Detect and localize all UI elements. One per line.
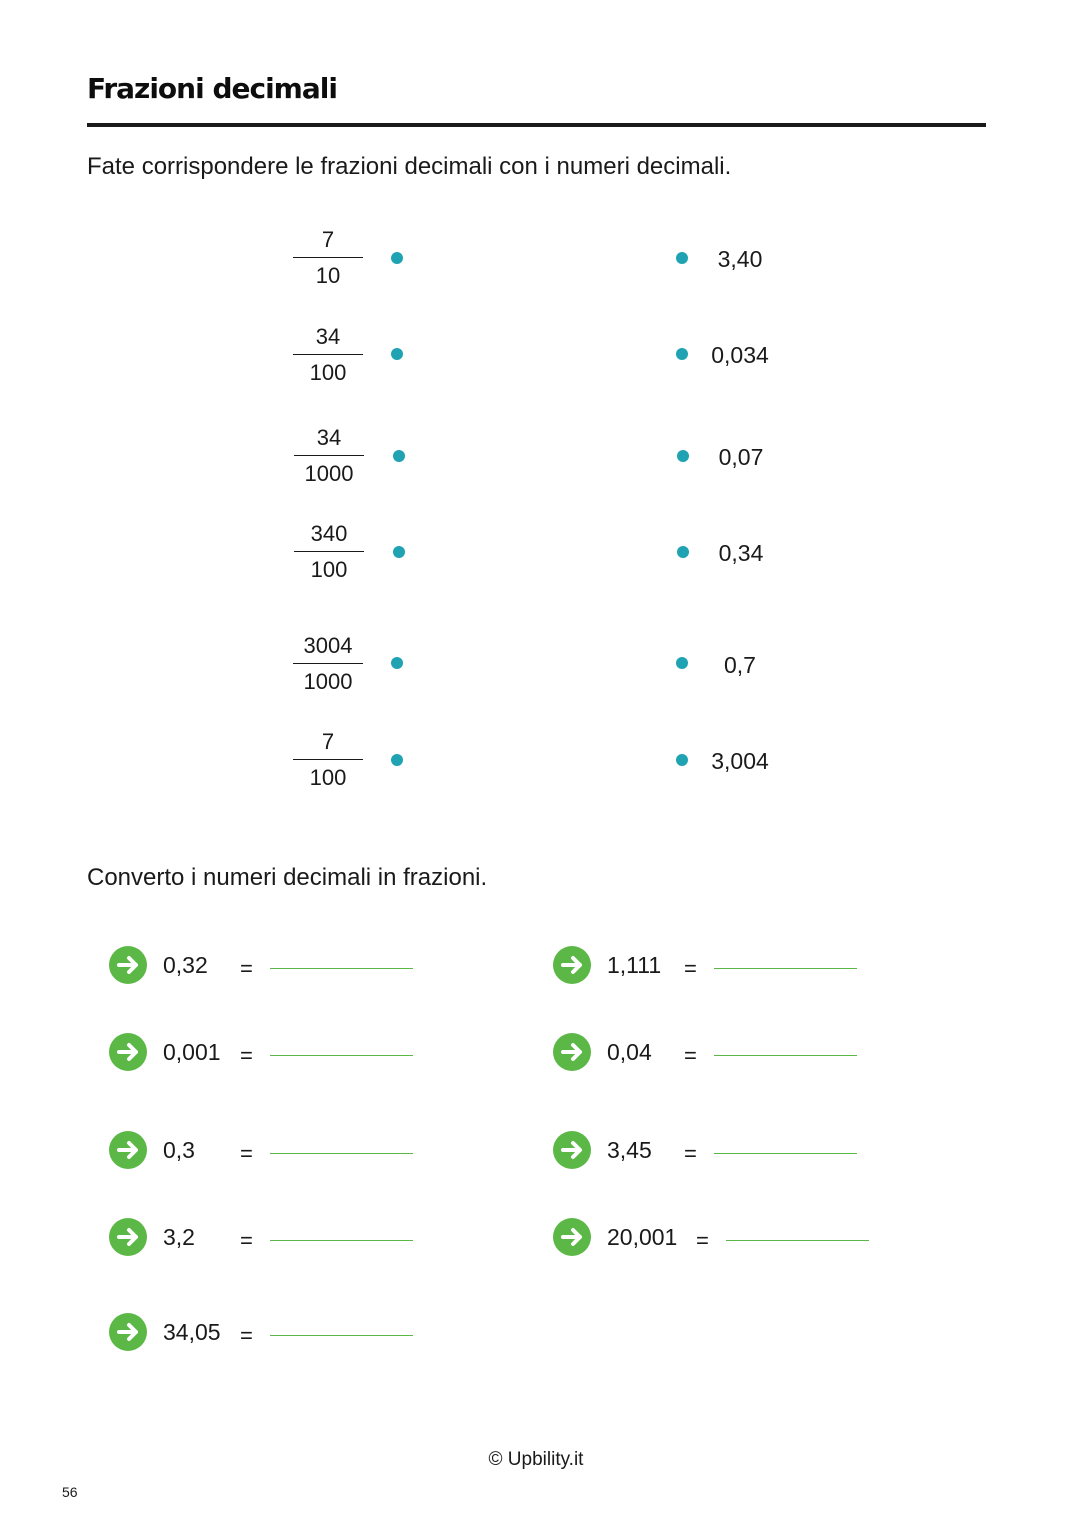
equals-sign: = xyxy=(240,1043,253,1068)
match-dot-left-2[interactable] xyxy=(391,348,403,360)
fraction-numerator: 34 xyxy=(316,425,342,450)
fraction-numerator: 3004 xyxy=(303,633,353,658)
fraction-bar xyxy=(294,455,364,456)
arrow-right-circle-icon xyxy=(109,1218,147,1256)
fraction-numerator: 340 xyxy=(310,521,348,546)
answer-line[interactable] xyxy=(270,1335,413,1336)
decimal-to-convert: 0,04 xyxy=(607,1039,652,1065)
match-dot-right-2[interactable] xyxy=(676,348,688,360)
fraction-4 xyxy=(294,519,364,585)
fraction-denominator: 1000 xyxy=(303,669,353,694)
answer-line[interactable] xyxy=(270,1055,413,1056)
match-dot-right-4[interactable] xyxy=(677,546,689,558)
arrow-right-circle-icon xyxy=(553,1218,591,1256)
fraction-3 xyxy=(294,423,364,489)
decimal-4: 0,34 xyxy=(718,540,764,566)
equals-sign: = xyxy=(240,1228,253,1253)
match-dot-left-1[interactable] xyxy=(391,252,403,264)
fraction-numerator: 34 xyxy=(315,324,341,349)
conversion-instruction: Converto i numeri decimali in frazioni. xyxy=(87,864,488,891)
equals-sign: = xyxy=(684,956,697,981)
fraction-2 xyxy=(293,322,363,388)
answer-line[interactable] xyxy=(270,1240,413,1241)
equals-sign: = xyxy=(240,1141,253,1166)
decimal-to-convert: 0,3 xyxy=(163,1137,195,1163)
decimal-to-convert: 20,001 xyxy=(607,1224,678,1250)
fraction-bar xyxy=(294,551,364,552)
equals-sign: = xyxy=(684,1141,697,1166)
arrow-right-circle-icon xyxy=(109,1131,147,1169)
decimal-to-convert: 3,2 xyxy=(163,1224,195,1250)
arrow-right-circle-icon xyxy=(109,1313,147,1351)
fraction-denominator: 100 xyxy=(309,765,347,790)
decimal-3: 0,07 xyxy=(718,444,764,470)
fraction-bar xyxy=(293,663,363,664)
match-dot-right-5[interactable] xyxy=(676,657,688,669)
equals-sign: = xyxy=(240,956,253,981)
fraction-numerator: 7 xyxy=(321,227,335,252)
decimal-2: 0,034 xyxy=(711,342,769,368)
matching-instruction: Fate corrispondere le frazioni decimali con i numeri decimali. xyxy=(87,153,732,180)
decimal-1: 3,40 xyxy=(717,246,763,272)
arrow-right-circle-icon xyxy=(109,1033,147,1071)
fraction-bar xyxy=(293,354,363,355)
fraction-denominator: 100 xyxy=(310,557,348,582)
decimal-5: 0,7 xyxy=(724,652,756,678)
decimal-to-convert: 0,001 xyxy=(163,1039,221,1065)
decimal-to-convert: 0,32 xyxy=(163,952,208,978)
match-dot-left-6[interactable] xyxy=(391,754,403,766)
match-dot-left-5[interactable] xyxy=(391,657,403,669)
match-dot-right-3[interactable] xyxy=(677,450,689,462)
match-dot-right-6[interactable] xyxy=(676,754,688,766)
equals-sign: = xyxy=(684,1043,697,1068)
fraction-numerator: 7 xyxy=(321,729,335,754)
decimal-6: 3,004 xyxy=(711,748,769,774)
decimal-to-convert: 1,111 xyxy=(607,952,662,978)
arrow-right-circle-icon xyxy=(553,946,591,984)
answer-line[interactable] xyxy=(714,968,857,969)
arrow-right-circle-icon xyxy=(553,1033,591,1071)
fraction-5 xyxy=(293,631,363,697)
decimal-to-convert: 3,45 xyxy=(607,1137,652,1163)
fraction-6 xyxy=(293,727,363,793)
match-dot-right-1[interactable] xyxy=(676,252,688,264)
match-dot-left-4[interactable] xyxy=(393,546,405,558)
title-divider xyxy=(87,123,986,127)
fraction-denominator: 1000 xyxy=(304,461,354,486)
answer-line[interactable] xyxy=(714,1153,857,1154)
answer-line[interactable] xyxy=(270,1153,413,1154)
equals-sign: = xyxy=(696,1228,709,1253)
page-number: 56 xyxy=(62,1484,78,1500)
answer-line[interactable] xyxy=(726,1240,869,1241)
page-title: Frazioni decimali xyxy=(87,72,337,105)
answer-line[interactable] xyxy=(714,1055,857,1056)
decimal-to-convert: 34,05 xyxy=(163,1319,221,1345)
fraction-1 xyxy=(293,225,363,291)
fraction-denominator: 10 xyxy=(315,263,341,288)
equals-sign: = xyxy=(240,1323,253,1348)
answer-line[interactable] xyxy=(270,968,413,969)
arrow-right-circle-icon xyxy=(553,1131,591,1169)
fraction-denominator: 100 xyxy=(309,360,347,385)
fraction-bar xyxy=(293,257,363,258)
match-dot-left-3[interactable] xyxy=(393,450,405,462)
copyright-footer: © Upbility.it xyxy=(488,1449,584,1470)
arrow-right-circle-icon xyxy=(109,946,147,984)
fraction-bar xyxy=(293,759,363,760)
